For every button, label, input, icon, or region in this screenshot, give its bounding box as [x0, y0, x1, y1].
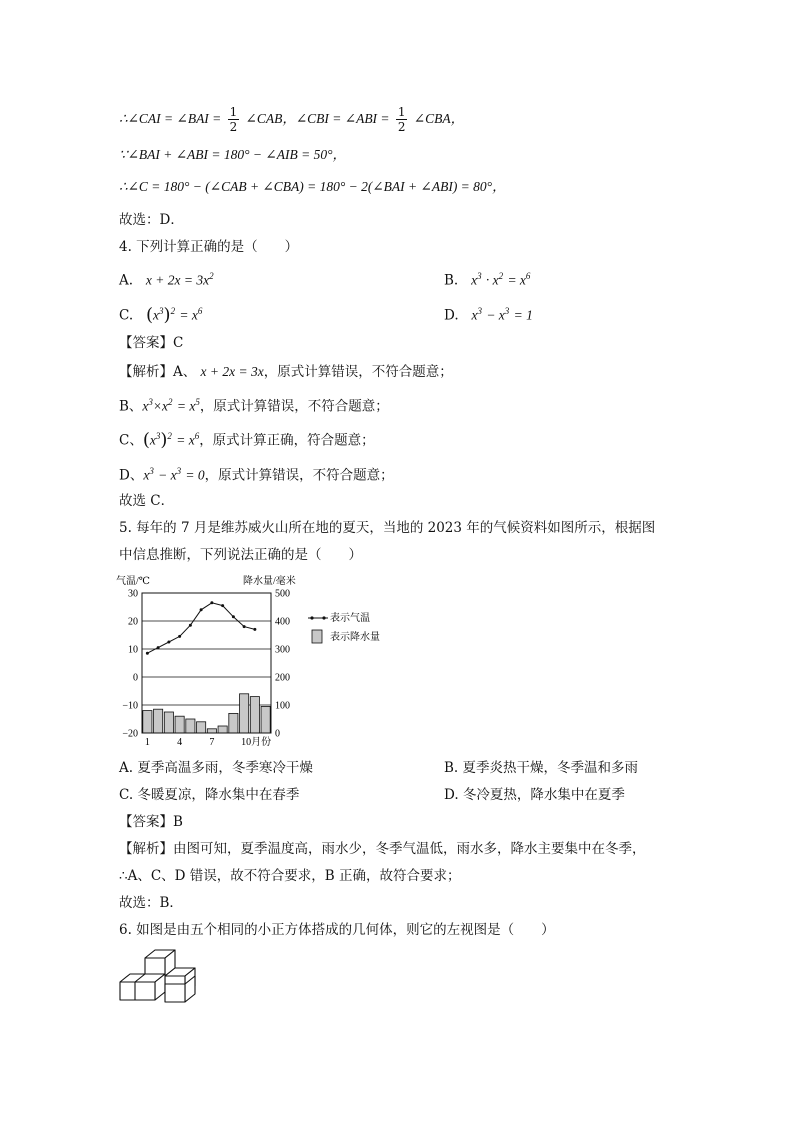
temp-point [157, 646, 160, 649]
analysis-expr: = x [176, 432, 195, 448]
right-tick-label: 500 [275, 588, 290, 600]
q4-analysis-b [119, 392, 389, 417]
option-expr: − x [486, 307, 505, 323]
temp-point [178, 635, 181, 638]
precipitation-bars [143, 694, 270, 733]
frac-num: 1 [397, 105, 406, 119]
q5-option-b: B. 夏季炎热干燥，冬季温和多雨 [444, 760, 639, 776]
option-label: D. [444, 307, 459, 324]
q4-option-c: C. $(x^3)^2 = x^6$ [119, 304, 203, 326]
left-tick-label: −10 [122, 700, 138, 712]
option-expr: = x [179, 307, 198, 323]
precip-bar [261, 706, 270, 733]
q5-stem-line1: 5. 每年的 7 月是维苏威火山所在地的夏天，当地的 2023 年的气候资料如图所示，根据图 [119, 520, 656, 536]
fraction-half-1 [228, 105, 240, 134]
x-tick-label: 10月份 [241, 737, 272, 748]
legend-swatch [312, 630, 322, 643]
exponent: 2 [168, 397, 173, 407]
temp-point [189, 624, 192, 627]
left-tick-label: 10 [128, 644, 138, 656]
temperature-line [146, 601, 257, 654]
q4-stem: 4. 下列计算正确的是（ ） [119, 239, 299, 255]
q4-analysis-d [119, 461, 394, 486]
exponent: 3 [504, 306, 510, 316]
q5-conclusion: 故选：B． [119, 895, 183, 911]
option-expr: = x [507, 272, 526, 288]
legend-dot [310, 616, 313, 619]
analysis-expr: x [143, 467, 150, 483]
precip-bar [218, 726, 227, 733]
temp-point [232, 615, 235, 618]
option-expr: x [153, 307, 160, 323]
temp-point [210, 601, 213, 604]
analysis-tail: ，原式计算错误，不符合题意； [263, 364, 453, 380]
fraction-half-2 [396, 105, 408, 134]
analysis-expr: x + 2x = 3x [200, 364, 264, 379]
left-tick-label: 30 [128, 588, 138, 600]
precip-bar [164, 712, 173, 733]
left-tick-label: −20 [122, 728, 138, 740]
analysis-expr: − x [158, 467, 177, 483]
frac-den: 2 [229, 120, 238, 134]
q5-stem-line2: 中信息推断，下列说法正确的是（ ） [119, 547, 362, 563]
x-tick-label: 7 [209, 737, 215, 748]
q5-option-c: C. 冬暖夏凉，降水集中在春季 [119, 787, 300, 803]
precip-bar [229, 713, 238, 733]
left-tick-label: 20 [128, 616, 138, 628]
x-tick-label: 1 [144, 737, 150, 748]
right-tick-label: 400 [275, 616, 290, 628]
q5-option-a: A. 夏季高温多雨，冬季寒冷干燥 [119, 760, 313, 776]
temp-point [167, 641, 170, 644]
q4-analysis-c: C、$(x^3)^2 = x^6$，原式计算正确，符合题意； [119, 429, 375, 451]
right-axis-label: 降水量/毫米 [243, 576, 296, 587]
q3-line3: ∴∠C = 180° − (∠CAB + ∠CBA) = 180° − 2(∠BAI + ∠ABI) = 80°， [119, 179, 506, 194]
precip-bar [186, 719, 195, 733]
exponent: 2 [498, 271, 504, 281]
precip-bar [250, 697, 259, 733]
precip-bar [197, 722, 206, 733]
climate-chart [110, 570, 410, 752]
cube-front-face [145, 958, 165, 976]
legend-dot [322, 616, 325, 619]
right-tick-label: 300 [275, 644, 290, 656]
temp-point [146, 652, 149, 655]
left-tick-label: 0 [133, 672, 138, 684]
q4-analysis-a [119, 362, 453, 382]
legend-temp-label: 表示气温 [330, 613, 370, 624]
legend-precip-label: 表示降水量 [330, 632, 380, 643]
exponent: 2 [209, 271, 214, 281]
temp-point [200, 608, 203, 611]
exponent: 3 [477, 306, 483, 316]
q4-option-b [444, 266, 530, 291]
exponent: 6 [194, 431, 200, 441]
analysis-expr: x [149, 432, 156, 448]
q5-analysis-line1: 【解析】由图可知，夏季温度高，雨水少，冬季气温低，雨水多，降水主要集中在冬季， [119, 841, 646, 857]
option-expr: = 1 [513, 307, 533, 323]
q3-line1-c: ∠CBA， [413, 111, 465, 126]
q3-conclusion: 故选：D． [119, 212, 184, 228]
exponent: 3 [155, 431, 161, 441]
q4-option-a [119, 266, 214, 291]
exponent: 3 [477, 271, 482, 281]
right-tick-label: 0 [275, 728, 280, 740]
x-tick-label: 4 [177, 737, 183, 748]
analysis-tail: ，原式计算正确，符合题意； [199, 432, 375, 449]
option-label: B. [444, 272, 459, 289]
analysis-tail: ，原式计算错误，不符合题意； [199, 398, 389, 415]
temp-point [253, 628, 256, 631]
exponent: 2 [170, 306, 176, 316]
exponent: 2 [167, 431, 172, 441]
precip-bar [175, 716, 184, 733]
exponent: 3 [148, 397, 153, 407]
q3-line1-b: ∠CAB，∠CBI = ∠ABI = [245, 111, 390, 126]
q3-line1 [119, 105, 464, 134]
left-axis-label: 气温/℃ [116, 576, 150, 587]
option-label: C. [119, 307, 134, 324]
frac-den: 2 [397, 120, 406, 134]
analysis-expr: ×x [152, 398, 169, 414]
frac-num: 1 [229, 105, 238, 119]
exponent: 3 [176, 466, 182, 476]
analysis-prefix: D、 [119, 467, 144, 484]
q5-option-d: D. 冬冷夏热，降水集中在夏季 [444, 787, 625, 803]
option-expr: x [471, 272, 478, 288]
chart-grid [142, 621, 271, 705]
q4-option-d [444, 301, 533, 326]
option-expr: x + 2x = 3x [145, 272, 210, 288]
exponent: 3 [149, 466, 154, 476]
precip-bar [207, 729, 216, 733]
option-label: A. [119, 272, 134, 289]
option-expr: x [471, 307, 478, 323]
q4-conclusion: 故选 C． [119, 493, 175, 509]
q3-line2: ∵∠BAI + ∠ABI = 180° − ∠AIB = 50°， [119, 147, 346, 162]
analysis-prefix: 【解析】A、 [119, 364, 197, 380]
cube-figure [118, 948, 210, 1010]
q6-stem: 6. 如图是由五个相同的小正方体搭成的几何体，则它的左视图是（ ） [119, 922, 555, 938]
exponent: 6 [197, 306, 203, 316]
right-tick-label: 200 [275, 672, 290, 684]
analysis-expr: x [142, 398, 149, 414]
q5-answer: 【答案】B [119, 814, 183, 830]
analysis-prefix: C、 [119, 432, 143, 449]
cube-front-face [135, 982, 155, 1000]
precip-bar [154, 709, 163, 733]
option-expr: · x [485, 272, 499, 288]
cube-front-face [165, 984, 185, 1002]
q5-analysis-line2: ∴A、C、D 错误，故不符合要求，B 正确，故符合要求； [119, 868, 461, 884]
q3-line1-a: ∴∠CAI = ∠BAI = [119, 111, 222, 126]
exponent: 5 [195, 397, 200, 407]
temp-point [243, 625, 246, 628]
precip-bar [143, 711, 152, 733]
analysis-expr: = x [176, 398, 196, 414]
analysis-expr: = 0 [185, 467, 205, 483]
exponent: 3 [159, 306, 164, 316]
precip-bar [240, 694, 249, 733]
q4-answer: 【答案】C [119, 335, 184, 351]
analysis-tail: ，原式计算错误，不符合题意； [204, 467, 394, 484]
right-tick-label: 100 [275, 700, 290, 712]
temp-point [221, 604, 224, 607]
analysis-prefix: B、 [119, 398, 143, 415]
exponent: 6 [525, 271, 531, 281]
